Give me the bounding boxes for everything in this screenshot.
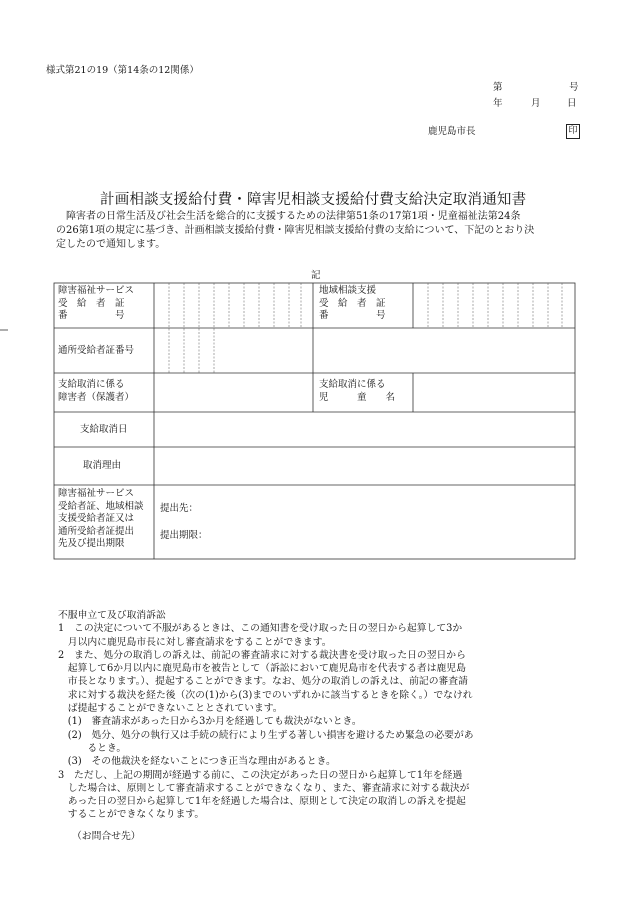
document-title: 計画相談支援給付費・障害児相談支援給付費支給決定取消通知書 bbox=[100, 192, 527, 208]
svc-number-label-3: 番 号 bbox=[58, 310, 125, 321]
notes-line: 2 また、処分の取消しの訴えは、前記の審査請求に対する裁決書を受け取った日の翌日から bbox=[58, 649, 466, 661]
seal-mark: 印 bbox=[566, 124, 580, 139]
go-label: 号 bbox=[569, 82, 579, 93]
notes-heading: 不服申立て及び取消訴訟 bbox=[58, 610, 166, 621]
notes-line: 3 ただし、上記の期間が経過する前に、この決定があった日の翌日から起算して1年を経過 bbox=[58, 769, 463, 781]
intro-line-3: 定したので通知します。 bbox=[56, 239, 166, 250]
notes-line: るとき。 bbox=[58, 742, 127, 754]
submit-label-3: 支援受給者証又は bbox=[58, 513, 135, 524]
chiiki-number-label bbox=[319, 285, 411, 323]
month-label: 月 bbox=[531, 98, 541, 109]
target-person-label-1: 支給取消に係る bbox=[58, 379, 125, 390]
intro-line-2: の26第1項の規定に基づき、計画相談支援給付費・障害児相談支援給付費の支給について、下記のとおり決 bbox=[56, 225, 535, 236]
submit-label bbox=[58, 488, 144, 551]
notes-line: 月以内に鹿児島市長に対し審査請求をすることができます。 bbox=[58, 636, 332, 648]
target-person-label bbox=[58, 379, 134, 404]
svc-number-label-1: 障害福祉サービス bbox=[58, 285, 135, 296]
day-label: 日 bbox=[567, 98, 577, 109]
submit-deadline-label: 提出期限： bbox=[160, 530, 208, 541]
cancel-date-label: 支給取消日 bbox=[80, 424, 128, 435]
notes-line: ば提起することができないこととされています。 bbox=[58, 703, 283, 715]
notes-line: 1 この決定について不服があるときは、この通知書を受け取った日の翌日から起算して3か bbox=[58, 623, 463, 635]
submit-to-label: 提出先： bbox=[160, 503, 199, 514]
notes-line: 求に対する裁決を経た後（次の(1)から(3)までのいずれかに該当するときを除く。）でなけれ bbox=[58, 689, 473, 701]
form-number: 様式第21の19（第14条の12関係） bbox=[46, 65, 199, 76]
notes-line: した場合は、原則として審査請求することができなくなり、また、審査請求に対する裁決が bbox=[58, 782, 470, 794]
target-child-label bbox=[319, 379, 395, 404]
notes-line: (2) 処分、処分の執行又は手続の続行により生ずる著しい損害を避けるため緊急の必要があ bbox=[58, 729, 474, 741]
chiiki-number-label-2: 受 給 者 証 bbox=[319, 297, 386, 309]
issuer-name: 鹿児島市長 bbox=[428, 126, 476, 137]
svc-number-label bbox=[58, 285, 152, 323]
submit-label-2: 受給者証、地域相談 bbox=[58, 500, 144, 512]
year-label: 年 bbox=[493, 98, 503, 109]
notes-line: することができなくなります。 bbox=[58, 809, 205, 821]
notes-line: (1) 審査請求があった日から3か月を経過しても裁決がないとき。 bbox=[58, 716, 362, 728]
submit-label-5: 先及び提出期限 bbox=[58, 538, 125, 549]
chiiki-number-label-1: 地域相談支援 bbox=[319, 285, 377, 296]
notes-line: 起算して6か月以内に鹿児島市を被告として（訴訟において鹿児島市を代表する者は鹿児島 bbox=[58, 663, 466, 675]
target-child-label-2: 児 童 名 bbox=[319, 391, 396, 403]
ki-label: 記 bbox=[311, 270, 321, 281]
notes-line: (3) その他裁決を経ないことにつき正当な理由があるとき。 bbox=[58, 756, 336, 768]
dai-label: 第 bbox=[493, 82, 503, 93]
submit-label-4: 通所受給者証提出 bbox=[58, 525, 135, 537]
cancel-reason-label: 取消理由 bbox=[83, 460, 122, 471]
submit-label-1: 障害福祉サービス bbox=[58, 488, 135, 499]
contact-label: （お問合せ先） bbox=[72, 830, 141, 842]
target-person-label-2: 障害者（保護者） bbox=[58, 391, 135, 403]
tsusho-number-label: 通所受給者証番号 bbox=[58, 345, 135, 356]
notes-line: 市長となります。）、提起することができます。なお、処分の取消しの訴えは、前記の審査請 bbox=[58, 676, 468, 688]
appeal-notes bbox=[58, 609, 578, 843]
notes-line: あった日の翌日から起算して1年を経過した場合は、原則として決定の取消しの訴えを提起 bbox=[58, 796, 466, 808]
chiiki-number-label-3: 番 号 bbox=[319, 310, 386, 321]
svc-number-label-2: 受 給 者 証 bbox=[58, 297, 125, 309]
target-child-label-1: 支給取消に係る bbox=[319, 379, 386, 390]
intro-line-1: 障害者の日常生活及び社会生活を総合的に支援するための法律第51条の17第1項・児童福祉法第24条 bbox=[66, 211, 521, 222]
